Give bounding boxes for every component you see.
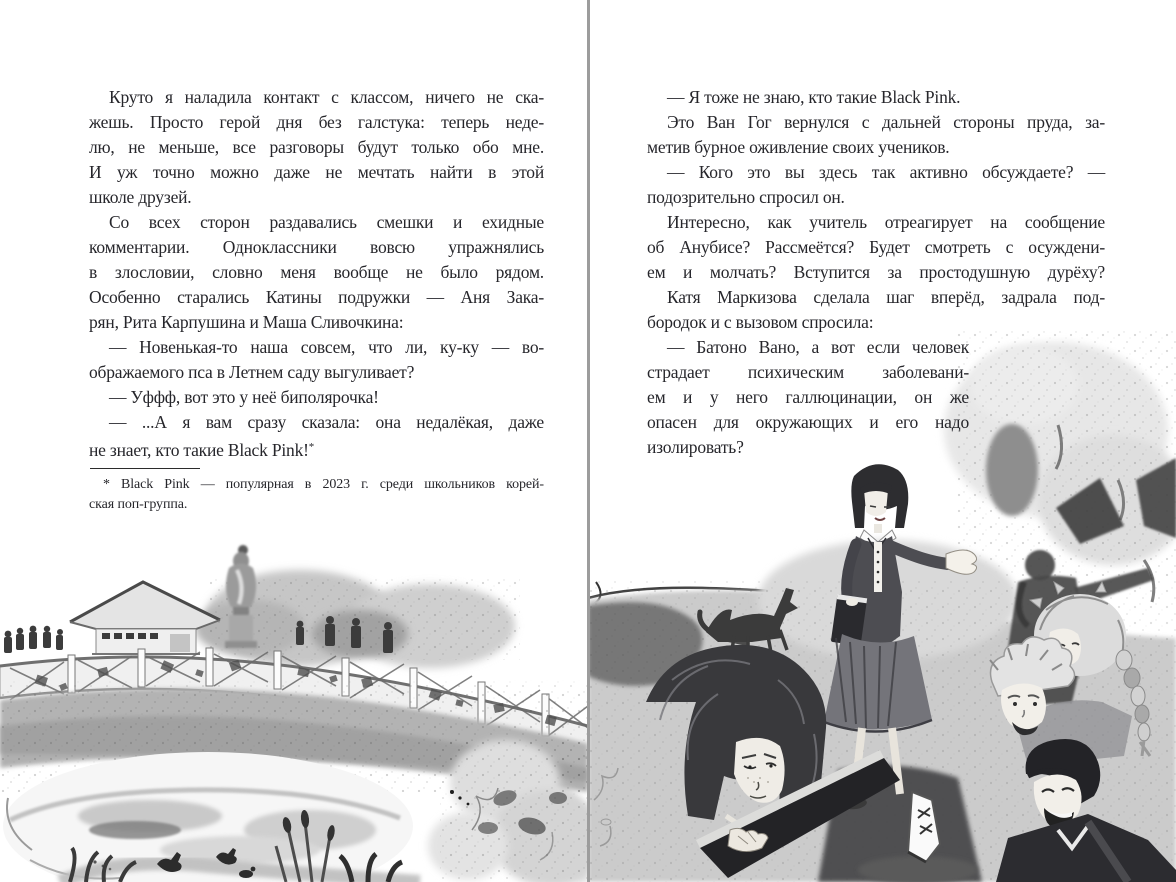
text-line: метив бурное оживление своих учеников. [647,137,950,157]
text-line: подозрительно спросил он. [647,187,845,207]
footnote [89,468,544,515]
text-line: комментарии. Одноклассники вовсю упражнялись [89,237,544,257]
left-text-block [89,85,544,515]
footnote-line: * Black Pink — популярная в 2023 г. среди школьников корей- [103,477,544,492]
text-line: бородок и с вызовом спросила: [647,312,874,332]
text-line: — Уффф, вот это у неё биполярочка! [109,387,379,407]
left-illustration-park-scene [0,530,588,882]
pavilion [70,582,220,654]
text-line: — ...А я вам сразу сказала: она недалёкая, даже [109,412,544,432]
page-right [588,0,1176,882]
text-line: изолировать? [647,437,744,457]
page-gutter [587,0,590,882]
footnote-marker: * [308,441,315,453]
text-line-part: не знает, кто такие Black Pink! [89,440,309,460]
text-line: лю, не меньше, все разговоры будут только обо мне. [89,137,544,157]
footnote-rule [90,468,200,469]
text-line: — Батоно Вано, а вот если человек [667,337,969,357]
text-line: Это Ван Гог вернулся с дальней стороны пруда, за- [667,112,1105,132]
text-line: Катя Маркизова сделала шаг вперёд, задрала под- [667,287,1105,307]
vase-statue [225,545,257,648]
text-line: Особенно старались Катины подружки — Аня Зака- [89,287,544,307]
text-line: опасен для окружающих и его надо [647,412,969,432]
text-line: Круто я наладила контакт с классом, ничего не ска- [109,87,544,107]
text-line: ем и молчать? Вступится за простодушную дурёху? [647,262,1105,282]
text-line: в злословии, словно меня вообще не было рядом. [89,262,544,282]
text-line: страдает психическим заболевани- [647,362,969,382]
right-text-block [647,85,1105,460]
text-line: Интересно, как учитель отреагирует на сообщение [667,212,1105,232]
text-line: об Анубисе? Рассмеётся? Будет смотреть с осуждени- [647,237,1105,257]
text-line: ображаемого пса в Летнем саду выгуливает? [89,362,415,382]
text-line: Со всех сторон раздавались смешки и ехидные [109,212,544,232]
text-line: жешь. Просто герой дня без галстука: теперь неде- [89,112,544,132]
text-line: — Я тоже не знаю, кто такие Black Pink. [667,87,961,107]
bushes [428,740,588,882]
text-line: — Кого это вы здесь так активно обсуждаете? — [667,162,1105,182]
text-line: рян, Рита Карпушина и Маша Сливочкина: [89,312,404,332]
text-line: — Новенькая-то наша совсем, что ли, ку-ку — во- [109,337,544,357]
text-line: И уж точно можно даже не мечтать найти в этой [89,162,544,182]
footnote-line: ская поп-группа. [89,497,188,512]
text-line [89,435,544,460]
text-line: школе друзей. [89,187,192,207]
text-line: ем и у него галлюцинации, он же [647,387,969,407]
